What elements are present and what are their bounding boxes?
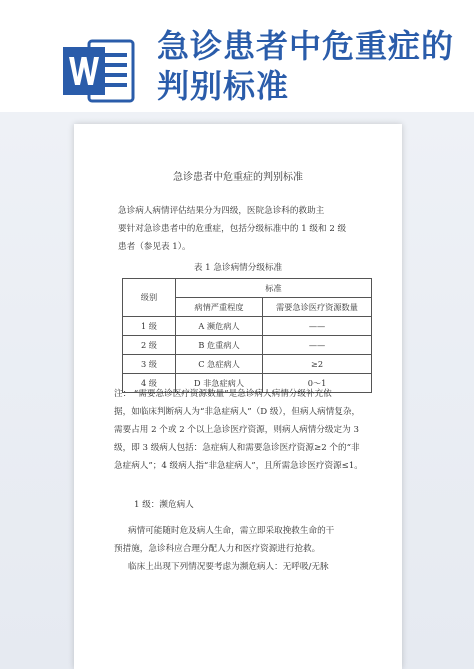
note-line: 注： “需要急诊医疗资源数量”是急诊病人病情分级补充依 (114, 389, 332, 399)
cell-level: 3 级 (123, 355, 176, 374)
document-title: 急诊患者中危重症的判别标准 (173, 172, 303, 183)
note-line: 据，如临床判断病人为“非急症病人”（D 级），但病人病情复杂， (114, 407, 361, 417)
intro-line: 急诊病人病情评估结果分为四级，医院急诊科的救助主 (118, 206, 325, 216)
cell-severity: C 急症病人 (176, 355, 263, 374)
section-line: 病情可能随时危及病人生命，需立即采取挽救生命的干 (128, 526, 335, 536)
section-line: 预措施，急诊科应合理分配人力和医疗资源进行抢救。 (114, 544, 321, 554)
header-severity: 病情严重程度 (176, 298, 263, 317)
intro-line: 患者（参见表 1）。 (118, 242, 191, 252)
cell-severity: D 非急症病人 (176, 374, 263, 393)
table-row (123, 336, 372, 355)
cell-resources: ≥2 (263, 355, 372, 374)
section-paragraph (114, 522, 380, 576)
table-caption: 表 1 急诊病情分级标准 (193, 263, 283, 273)
cell-resources: 0～1 (263, 374, 372, 393)
banner (0, 0, 474, 112)
intro-paragraph (118, 202, 360, 256)
word-icon (63, 39, 135, 103)
cell-level: 2 级 (123, 336, 176, 355)
cell-resources: —— (263, 336, 372, 355)
note-line: 级，即 3 级病人包括：急症病人和需要急诊医疗资源≥2 个的“非 (114, 443, 360, 453)
cell-severity: A 濒危病人 (176, 317, 263, 336)
header-resources: 需要急诊医疗资源数量 (263, 298, 372, 317)
table-row (123, 355, 372, 374)
header-standard: 标准 (176, 279, 372, 298)
intro-line: 要针对急诊患者中的危重症，包括分级标准中的 1 级和 2 级 (118, 224, 347, 234)
header-level: 级别 (123, 279, 176, 317)
cell-level: 4 级 (123, 374, 176, 393)
note-line: 急症病人”；4 级病人指“非急症病人”，且所需急诊医疗资源≤1。 (114, 461, 363, 471)
section-line: 临床上出现下列情况要考虑为濒危病人：无呼吸/无脉 (128, 562, 329, 572)
banner-title: 急诊患者中危重症的判别标准 (157, 27, 455, 105)
note-line: 需要占用 2 个或 2 个以上急诊医疗资源，则病人病情分级定为 3 (114, 425, 359, 435)
section-heading: 1 级：濒危病人 (134, 500, 194, 510)
table-row (123, 317, 372, 336)
grading-table (122, 278, 372, 393)
document-page (74, 124, 402, 669)
cell-resources: —— (263, 317, 372, 336)
note-paragraph (114, 385, 366, 475)
cell-level: 1 级 (123, 317, 176, 336)
cell-severity: B 危重病人 (176, 336, 263, 355)
